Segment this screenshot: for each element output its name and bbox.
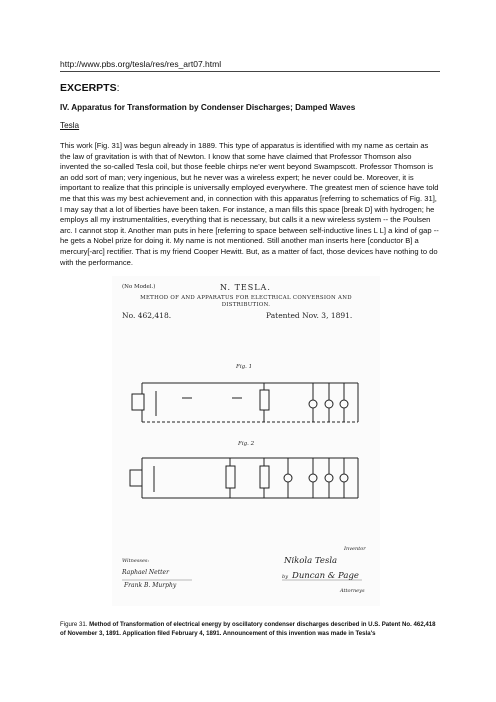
fig1-circuit [132,383,358,422]
witnesses-label: Witnesses: [122,558,150,564]
url-header: http://www.pbs.org/tesla/res/res_art07.html [60,59,222,69]
patent-title: METHOD OF AND APPARATUS FOR ELECTRICAL CONVERSION AND DISTRIBUTION. [140,295,352,308]
attorney-signature: Duncan & Page [292,571,359,581]
inventor-label: Inventor [344,546,366,552]
fig2-label: Fig. 2 [238,441,255,447]
patent-number: No. 462,418. [122,311,172,320]
excerpts-label: EXCERPTS [60,82,117,94]
attorneys-label: Attorneys [340,588,365,594]
fig1-label: Fig. 1 [236,364,253,370]
figure-caption [60,621,440,639]
witness-signature-2: Frank B. Murphy [124,582,177,589]
caption-text: Method of Transformation of electrical energy by oscillatory condenser discharges described in U.S. Patent No. 462,418 of November 3, 1891. Application filed February 4, 1891. Announcement of this invention was made in Tesla's [60,621,436,637]
patent-date: Patented Nov. 3, 1891. [266,311,353,320]
section-title: IV. Apparatus for Transformation by Condenser Discharges; Damped Waves [60,103,356,112]
author-name: Tesla [60,121,80,130]
attorney-by: by [282,574,289,580]
header-rule [60,71,440,72]
patent-no-model: (No Model.) [122,284,156,290]
patent-inventor-header: N. TESLA. [220,283,271,292]
excerpts-heading [60,82,120,94]
patent-figure [112,276,380,606]
fig2-circuit [130,458,358,498]
caption-prefix: Figure 31. [60,621,88,628]
inventor-signature: Nikola Tesla [284,556,338,566]
body-paragraph: This work [Fig. 31] was begun already in 1889. This type of apparatus is identified with my name as certain as the law of gravitation is with that of Newton. I know that some have claimed that Professor Thomson also invented the so-called Tesla coil, but those feeble chirps ne'er went beyond Swampscott. Professor Thomson is an odd sort of man; very ingenious, but he never was a wireless expert; he never could be. Moreover, it is important to realize that this principle is universally employed everywhere. The greatest men of science have told me that this was my best achievement and, in connection with this apparatus [referring to schematics of Fig. 31], I may say that a lot of liberties have been taken. For instance, a man fills this space [break D] with hydrogen; he employs all my instrumentalities, everything that is necessary, but calls it a new wireless system -- the Poulsen arc. I cannot stop it. Another man puts in here [referring to space between self-inductive lines L L] a kind of gap -- he gets a Nobel prize for doing it. My name is not mentioned. Still another man inserts here [conductor B] a mercury[-arc] rectifier. That is my friend Cooper Hewitt. But, as a matter of fact, those devices have nothing to do with the performance. [60,141,439,267]
witness-signature-1: Raphael Netter [122,569,169,576]
excerpts-colon: : [116,82,120,94]
